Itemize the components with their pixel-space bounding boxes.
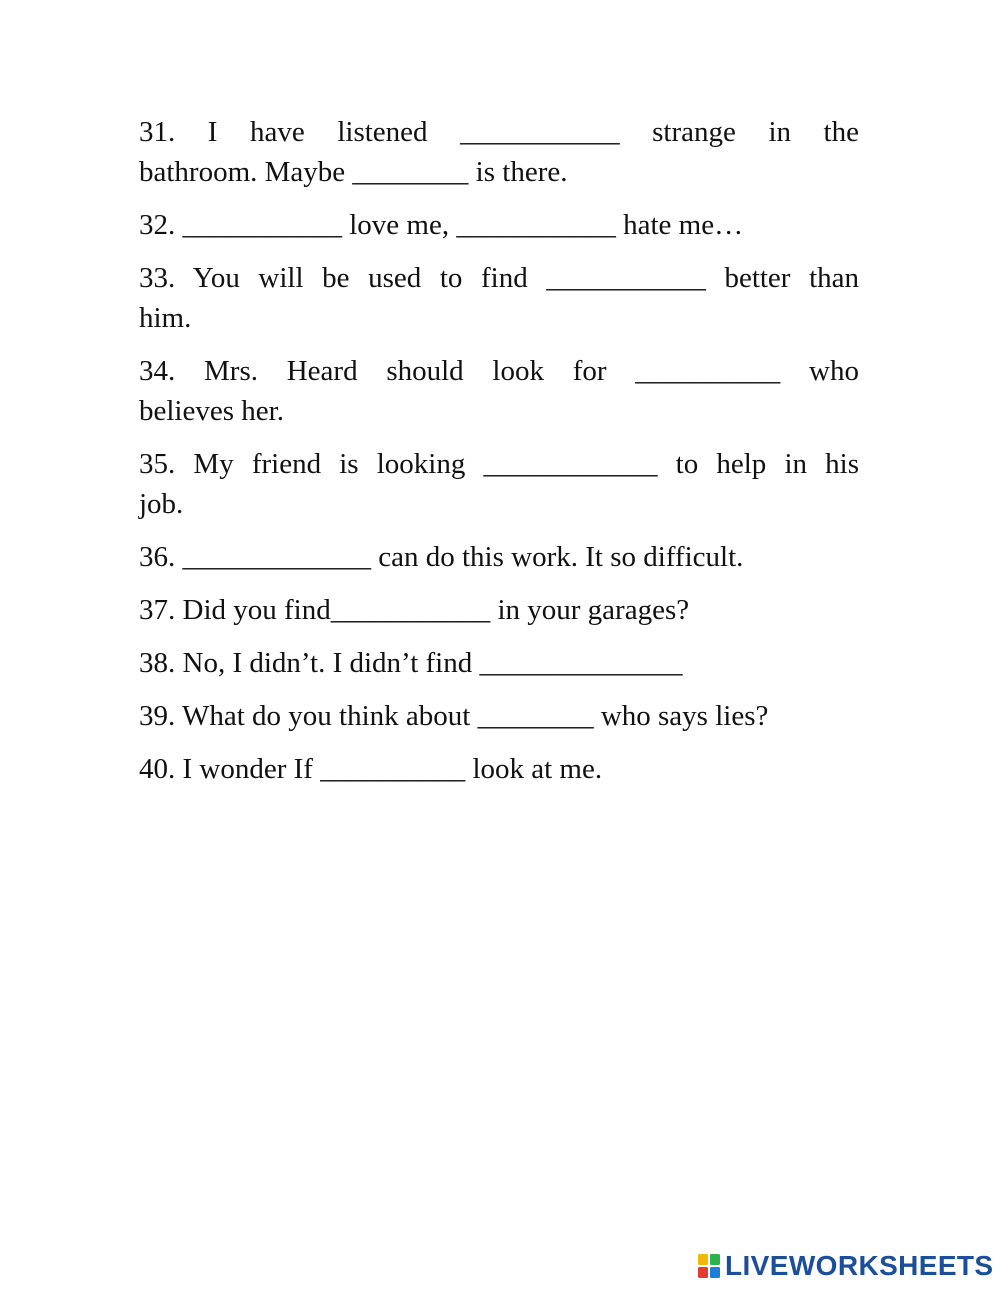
question-39 [139, 696, 859, 736]
question-39-line-1: 39. What do you think about ________ who says lies? [139, 700, 769, 732]
question-37-line-1: 37. Did you find___________ in your garages? [139, 594, 690, 626]
question-36-line-1: 36. _____________ can do this work. It so difficult. [139, 541, 744, 573]
brand-name: LIVEWORKSHEETS [725, 1250, 994, 1281]
question-32 [139, 205, 859, 245]
question-34-line-1: 34. Mrs. Heard should look for __________ who [139, 355, 859, 387]
question-35-line-2: job. [139, 488, 184, 520]
question-34 [139, 351, 859, 431]
question-40-line-1: 40. I wonder If __________ look at me. [139, 753, 603, 785]
question-33-line-2: him. [139, 302, 192, 334]
question-33 [139, 258, 859, 338]
question-38-line-1: 38. No, I didn’t. I didn’t find ______________ [139, 647, 683, 679]
liveworksheets-brand [697, 1250, 994, 1282]
question-32-line-1: 32. ___________ love me, ___________ hate me… [139, 209, 744, 241]
worksheet-questions [139, 112, 859, 802]
question-31-line-2: bathroom. Maybe ________ is there. [139, 156, 568, 188]
question-33-line-1: 33. You will be used to find ___________ better than [139, 262, 859, 294]
question-35-line-1: 35. My friend is looking ____________ to help in his [139, 448, 859, 480]
question-31-line-1: 31. I have listened ___________ strange in the [139, 116, 859, 148]
question-31 [139, 112, 859, 192]
question-38 [139, 643, 859, 683]
question-35 [139, 444, 859, 524]
question-40 [139, 749, 859, 789]
question-34-line-2: believes her. [139, 395, 284, 427]
question-37 [139, 590, 859, 630]
liveworksheets-logo-icon [697, 1252, 721, 1280]
question-36 [139, 537, 859, 577]
